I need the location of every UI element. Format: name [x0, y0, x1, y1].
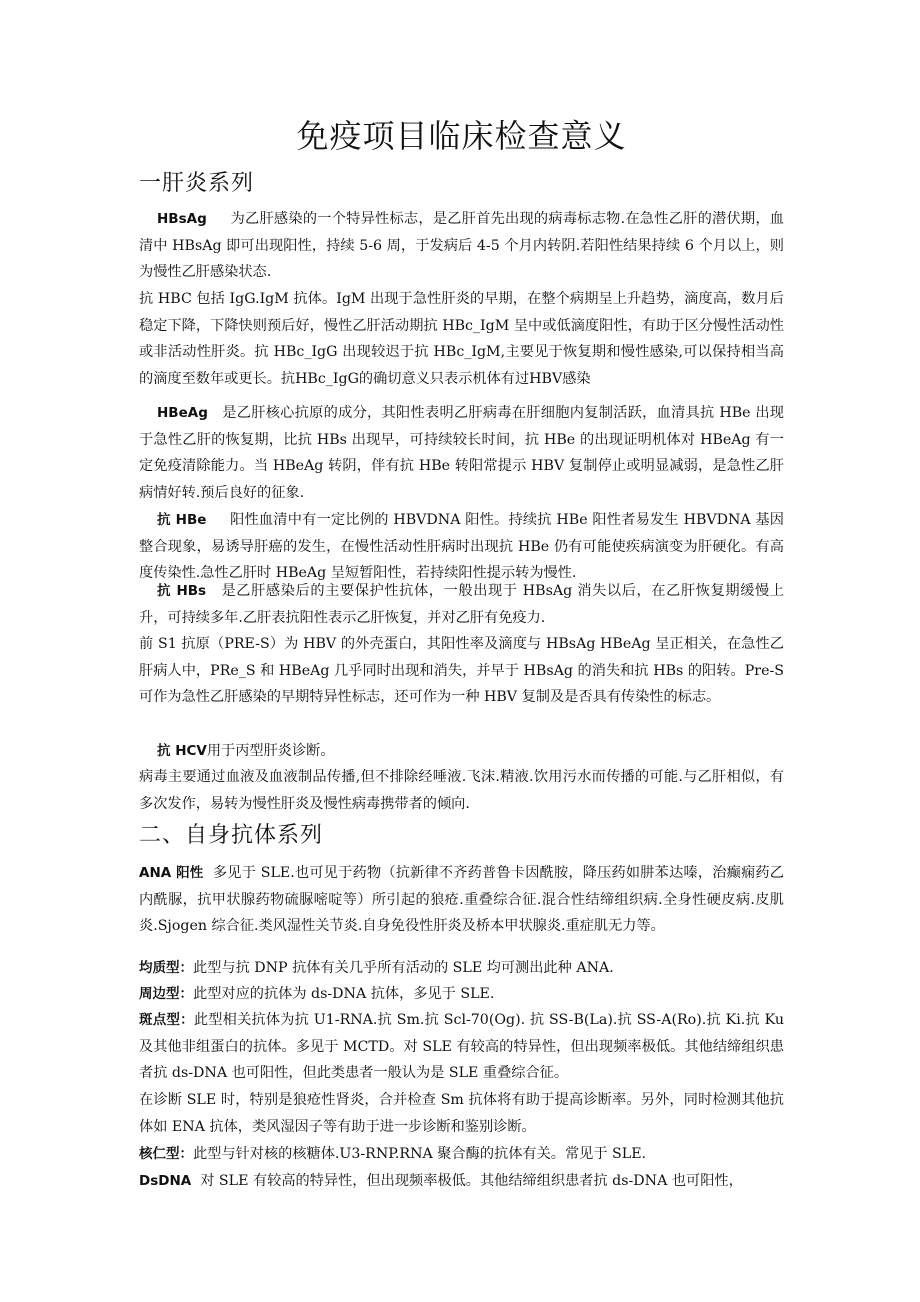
- text-anti-hcv: 用于丙型肝炎诊断。: [206, 743, 335, 759]
- section-heading-hepatitis: 一肝炎系列: [139, 171, 255, 196]
- term-dsdna: DsDNA: [139, 1173, 192, 1189]
- paragraph-dsdna: [139, 1168, 784, 1195]
- paragraph-anti-hbc: 抗 HBC 包括 IgG.IgM 抗体。IgM 出现于急性肝炎的早期，在整个病期呈上升趋势，滴度高，数月后稳定下降，下降快则预后好，慢性乙肝活动期抗 HBc_IgM 呈中或低滴度阳性，有助于区分慢性活动性或非活动性肝炎。抗 HBc_IgG 出现较迟于抗 HBc_IgM,主要见于恢复期和慢性感染,可以保持相当高的滴度至数年或更长。抗HBc_IgG的确切意义只表示机体有过HBV感染: [139, 291, 784, 387]
- term-ana: ANA 阳性: [139, 865, 204, 881]
- text-peripheral: 此型对应的抗体为 ds-DNA 抗体，多见于 SLE.: [193, 986, 495, 1002]
- text-dsdna: 对 SLE 有较高的特异性，但出现频率极低。其他结缔组织患者抗 ds-DNA 也可阳性，: [200, 1173, 743, 1189]
- term-hbsag: HBsAg: [157, 211, 207, 227]
- term-anti-hbs: 抗 HBs: [157, 583, 207, 599]
- paragraph-hbeag: [139, 400, 784, 506]
- text-nucleolar: 此型与针对核的核糖体.U3-RNP.RNA 聚合酶的抗体有关。常见于 SLE.: [193, 1146, 647, 1162]
- text-hbeag: 是乙肝核心抗原的成分，其阳性表明乙肝病毒在肝细胞内复制活跃，血清具抗 HBe 出现于急性乙肝的恢复期，比抗 HBs 出现早，可持续较长时间，抗 HBe 的出现证明机体对 HBeAg 有一定免疫清除能力。当 HBeAg 转阴，伴有抗 HBe 转阳常提示 HBV 复制停止或明显减弱，是急性乙肝病情好转.预后良好的征象.: [139, 405, 784, 501]
- term-speckled: 斑点型：: [139, 1012, 194, 1028]
- paragraph-speckled: [139, 1007, 784, 1087]
- text-homogeneous: 此型与抗 DNP 抗体有关几乎所有活动的 SLE 均可测出此种 ANA.: [193, 960, 614, 976]
- paragraph-anti-hcv: [139, 738, 784, 765]
- paragraph-anti-hbs: [139, 578, 784, 631]
- term-hbeag: HBeAg: [157, 405, 208, 421]
- text-anti-hbs: 是乙肝感染后的主要保护性抗体，一般出现于 HBsAg 消失以后，在乙肝恢复期缓慢上升，可持续多年.乙肝表抗阳性表示乙肝恢复，并对乙肝有免疫力.: [139, 583, 785, 626]
- paragraph-sle-diagnosis: 在诊断 SLE 时，特别是狼疮性肾炎，合并检查 Sm 抗体将有助于提高诊断率。另外，同时检测其他抗体如 ENA 抗体，类风湿因子等有助于进一步诊断和鉴别诊断。: [139, 1092, 784, 1135]
- term-anti-hbe: 抗 HBe: [157, 512, 207, 528]
- paragraph-hbsag: [139, 206, 784, 286]
- paragraph-ana: [139, 860, 784, 940]
- page-title: 免疫项目临床检查意义: [296, 117, 627, 155]
- paragraph-peripheral: [139, 981, 784, 1008]
- paragraph-pre-s1: 前 S1 抗原（PRE-S）为 HBV 的外壳蛋白，其阳性率及滴度与 HBsAg HBeAg 呈正相关，在急性乙肝病人中，PRe_S 和 HBeAg 几乎同时出现和消失，并早于 HBsAg 的消失和抗 HBs 的阳转。Pre-S 可作为急性乙肝感染的早期特异性标志，还可作为一种 HBV 复制及是否具有传染性的标志。: [139, 636, 784, 705]
- paragraph-homogeneous: [139, 955, 784, 982]
- paragraph-nucleolar: [139, 1141, 784, 1168]
- text-ana: 多见于 SLE.也可见于药物（抗新律不齐药普鲁卡因酰胺，降压药如肼苯达嗪，治癫痫药乙内酰脲，抗甲状腺药物硫脲嘧啶等）所引起的狼疮.重叠综合征.混合性结缔组织病.全身性硬皮病.皮肌炎.Sjogen 综合征.类风湿性关节炎.自身免役性肝炎及桥本甲状腺炎.重症肌无力等。: [139, 865, 784, 934]
- term-anti-hcv: 抗 HCV: [157, 743, 207, 759]
- paragraph-anti-hbe: [139, 507, 784, 587]
- paragraph-hcv-transmission: 病毒主要通过血液及血液制品传播,但不排除经唾液.飞沫.精液.饮用污水而传播的可能.与乙肝相似，有多次发作，易转为慢性肝炎及慢性病毒携带者的倾向.: [139, 769, 784, 812]
- text-speckled: 此型相关抗体为抗 U1-RNA.抗 Sm.抗 Scl-70(Og). 抗 SS-B(La).抗 SS-A(Ro).抗 Ki.抗 Ku 及其他非组蛋白的抗体。多见于 MCTD。对 SLE 有较高的特异性，但出现频率极低。其他结缔组织患者抗 ds-DNA 也可阳性，但此类患者一般认为是 SLE 重叠综合征。: [139, 1012, 784, 1081]
- section-heading-autoantibody: 二、自身抗体系列: [139, 823, 324, 848]
- text-hbsag: 为乙肝感染的一个特异性标志，是乙肝首先出现的病毒标志物.在急性乙肝的潜伏期，血清中 HBsAg 即可出现阳性，持续 5-6 周，于发病后 4-5 个月内转阴.若阳性结果持续 6 个月以上，则为慢性乙肝感染状态.: [139, 211, 784, 280]
- term-homogeneous: 均质型：: [139, 960, 193, 976]
- term-peripheral: 周边型：: [139, 986, 193, 1002]
- text-anti-hbe: 阳性血清中有一定比例的 HBVDNA 阳性。持续抗 HBe 阳性者易发生 HBVDNA 基因整合现象，易诱导肝癌的发生，在慢性活动性肝病时出现抗 HBe 仍有可能使疾病演变为肝硬化。有高度传染性.急性乙肝时 HBeAg 呈短暂阳性，若持续阳性提示转为慢性.: [139, 512, 784, 581]
- term-nucleolar: 核仁型：: [139, 1146, 193, 1162]
